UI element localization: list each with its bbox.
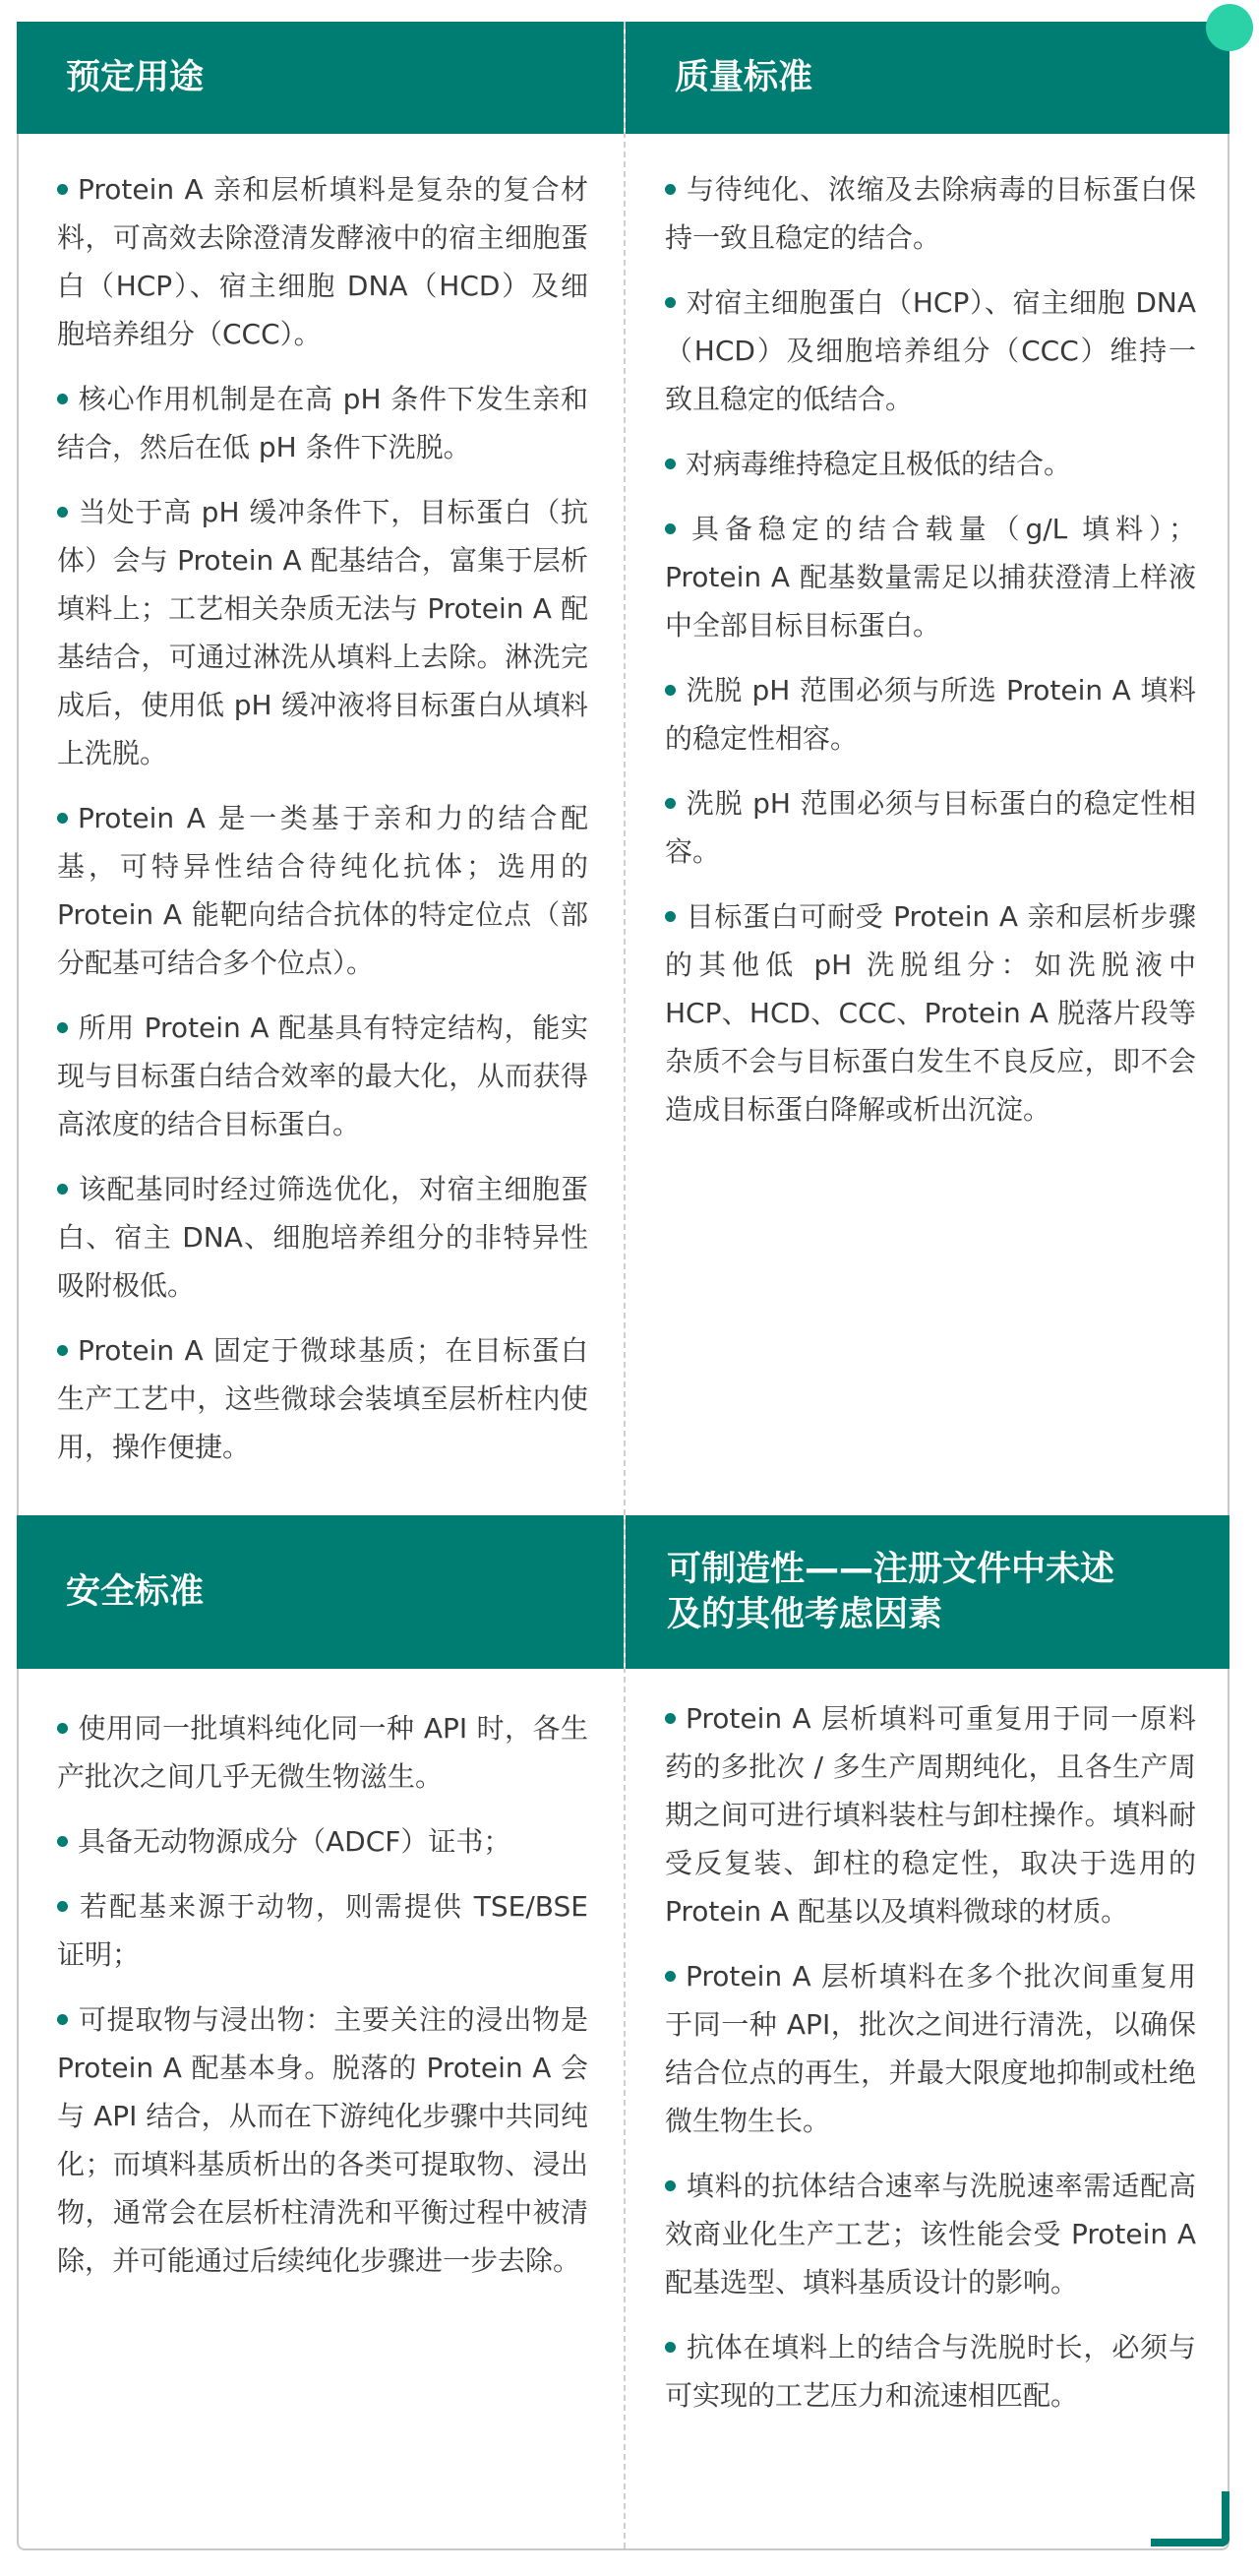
bullet-icon	[57, 1836, 68, 1847]
bullet-icon	[57, 184, 68, 195]
bullet-icon	[57, 1723, 68, 1734]
list-item-text: Protein A 亲和层析填料是复杂的复合材料，可高效去除澄清发酵液中的宿主细胞蛋白（HCP）、宿主细胞 DNA（HCD）及细胞培养组分（CCC）。	[57, 173, 588, 350]
list-item	[665, 165, 1196, 262]
bullet-icon	[57, 1345, 68, 1356]
section-header-intended-use	[17, 22, 624, 134]
bullet-icon	[57, 1901, 68, 1912]
bullet-icon	[665, 523, 676, 534]
list-item	[57, 1882, 588, 1979]
section-header-safety-standards	[17, 1515, 624, 1669]
section-title-safety-standards: 安全标准	[66, 1572, 205, 1612]
list-item	[57, 165, 588, 358]
list-item	[665, 505, 1196, 649]
bullet-icon	[665, 1713, 676, 1724]
section-header-manufacturability	[626, 1515, 1229, 1669]
list-item-text: 可提取物与浸出物：主要关注的浸出物是 Protein A 配基本身。脱落的 Protein A 会与 API 结合，从而在下游纯化步骤中共同纯化；而填料基质析出的各类可提取物、浸出物，通常会在层析柱清洗和平衡过程中被清除，并可能通过后续纯化步骤进一步去除。	[57, 2003, 588, 2277]
list-item-text: 使用同一批填料纯化同一种 API 时，各生产批次之间几乎无微生物滋生。	[57, 1712, 588, 1793]
list-item-text: Protein A 层析填料在多个批次间重复用于同一种 API，批次之间进行清洗，以确保结合位点的再生，并最大限度地抑制或杜绝微生物生长。	[665, 1960, 1196, 2137]
bullet-icon	[665, 184, 676, 195]
bullet-icon	[57, 2014, 68, 2025]
list-item	[57, 1704, 588, 1801]
list-item-text: 对病毒维持稳定且极低的结合。	[686, 448, 1072, 480]
section-title-quality-standards: 质量标准	[675, 58, 813, 97]
bullet-icon	[57, 1022, 68, 1033]
list-item	[57, 1326, 588, 1471]
list-item-text: Protein A 是一类基于亲和力的结合配基，可特异性结合待纯化抗体；选用的 Protein A 能靶向结合抗体的特定位点（部分配基可结合多个位点）。	[57, 802, 588, 979]
list-item-text: 该配基同时经过筛选优化，对宿主细胞蛋白、宿主 DNA、细胞培养组分的非特异性吸附极低。	[57, 1173, 588, 1302]
list-item-text: 具备稳定的结合载量（g/L 填料）；Protein A 配基数量需足以捕获澄清上样液中全部目标目标蛋白。	[665, 513, 1196, 642]
list-item	[665, 1694, 1196, 1935]
bullet-icon	[665, 685, 676, 696]
corner-bracket-icon	[1151, 2491, 1229, 2546]
bullet-icon	[665, 2180, 676, 2191]
section-title-line-1: 可制造性——注册文件中未述	[667, 1550, 1115, 1589]
list-item-text: 目标蛋白可耐受 Protein A 亲和层析步骤的其他低 pH 洗脱组分：如洗脱液中 HCP、HCD、CCC、Protein A 脱落片段等杂质不会与目标蛋白发生不良反应，即不会造成目标蛋白降解或析出沉淀。	[665, 900, 1196, 1126]
bullet-icon	[665, 911, 676, 922]
list-item-text: 填料的抗体结合速率与洗脱速率需适配高效商业化生产工艺；该性能会受 Protein A 配基选型、填料基质设计的影响。	[665, 2170, 1196, 2299]
list-item	[57, 488, 588, 777]
section-title-manufacturability	[667, 1547, 1114, 1637]
safety-standards-list	[57, 1704, 588, 2301]
list-item-text: 若配基来源于动物，则需提供 TSE/BSE 证明；	[57, 1890, 588, 1971]
bullet-icon	[665, 798, 676, 809]
list-item	[665, 2162, 1196, 2306]
section-title-line-2: 及的其他考虑因素	[667, 1595, 943, 1634]
list-item	[57, 1995, 588, 2285]
bullet-icon	[57, 507, 68, 518]
quality-standards-list	[665, 165, 1196, 1150]
manufacturability-list	[665, 1694, 1196, 2436]
bullet-icon	[57, 394, 68, 404]
list-item-text: Protein A 固定于微球基质；在目标蛋白生产工艺中，这些微球会装填至层析柱内使用，操作便捷。	[57, 1334, 588, 1463]
list-item-text: 与待纯化、浓缩及去除病毒的目标蛋白保持一致且稳定的结合。	[665, 173, 1196, 254]
bullet-icon	[57, 813, 68, 824]
list-item	[57, 375, 588, 471]
corner-dot-icon	[1206, 4, 1253, 51]
list-item	[665, 666, 1196, 763]
list-item-text: 具备无动物源成分（ADCF）证书；	[78, 1825, 511, 1858]
list-item-text: 所用 Protein A 配基具有特定结构，能实现与目标蛋白结合效率的最大化，从而获得高浓度的结合目标蛋白。	[57, 1012, 588, 1140]
list-item-text: 抗体在填料上的结合与洗脱时长，必须与可实现的工艺压力和流速相匹配。	[665, 2331, 1196, 2412]
list-item	[57, 1004, 588, 1148]
bullet-icon	[665, 2342, 676, 2353]
section-header-quality-standards	[626, 22, 1229, 134]
list-item-text: 洗脱 pH 范围必须与目标蛋白的稳定性相容。	[665, 787, 1196, 868]
list-item-text: Protein A 层析填料可重复用于同一原料药的多批次 / 多生产周期纯化，且各生产周期之间可进行填料装柱与卸柱操作。填料耐受反复装、卸柱的稳定性，取决于选用的 Protein A 配基以及填料微球的材质。	[665, 1702, 1196, 1928]
list-item-text: 洗脱 pH 范围必须与所选 Protein A 填料的稳定性相容。	[665, 674, 1196, 755]
list-item	[57, 1165, 588, 1310]
list-item	[665, 892, 1196, 1134]
list-item	[665, 278, 1196, 423]
bullet-icon	[665, 459, 676, 469]
list-item-text: 核心作用机制是在高 pH 条件下发生亲和结合，然后在低 pH 条件下洗脱。	[57, 383, 588, 463]
list-item	[665, 1952, 1196, 2145]
bullet-icon	[665, 297, 676, 308]
intended-use-list	[57, 165, 588, 1488]
bullet-icon	[57, 1184, 68, 1195]
section-title-intended-use: 预定用途	[66, 58, 205, 97]
list-item	[57, 794, 588, 987]
list-item-text: 当处于高 pH 缓冲条件下，目标蛋白（抗体）会与 Protein A 配基结合，富集于层析填料上；工艺相关杂质无法与 Protein A 配基结合，可通过淋洗从填料上去除。淋洗完成后，使用低 pH 缓冲液将目标蛋白从填料上洗脱。	[57, 496, 588, 769]
list-item	[665, 440, 1196, 488]
list-item	[665, 779, 1196, 876]
list-item	[57, 1817, 588, 1866]
column-divider	[624, 24, 626, 2548]
list-item-text: 对宿主细胞蛋白（HCP）、宿主细胞 DNA（HCD）及细胞培养组分（CCC）维持一致且稳定的低结合。	[665, 286, 1196, 415]
bullet-icon	[665, 1971, 676, 1982]
list-item	[665, 2323, 1196, 2420]
